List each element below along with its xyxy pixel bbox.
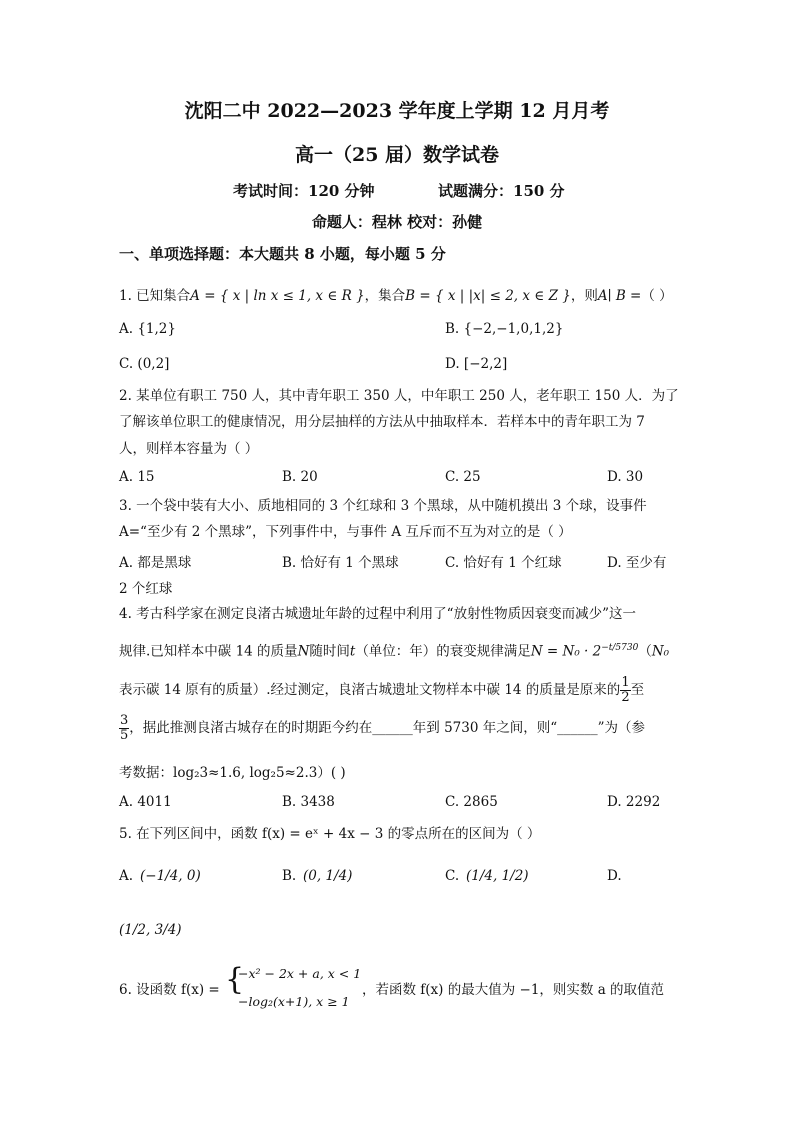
q1-option-c: C. (0,2] (119, 356, 170, 372)
q1-option-b: B. {−2,−1,0,1,2} (445, 321, 564, 337)
q4-formula-exponent: −t/5730 (601, 643, 639, 653)
exam-time: 考试时间：120 分钟 (233, 182, 375, 200)
q4-frac2-num: 3 (120, 713, 129, 728)
q4-text-4: ，据此推测良渚古城存在的时期距今约在______年到 5730 年之间，则“______”为（参 (129, 720, 646, 736)
q4-var-t: t (349, 643, 356, 660)
q4-fraction-three-fifths (119, 714, 129, 743)
q2-option-d: D. 30 (607, 469, 644, 485)
q3-line-2: A=“至少有 2 个黑球”，下列事件中，与事件 A 互斥而不互为对立的是（ ） (119, 524, 572, 540)
q3-line-1: 3. 一个袋中装有大小、质地相同的 3 个红球和 3 个黑球，从中随机摸出 3 个球，设事件 (119, 498, 647, 514)
q6-stem-b: ，若函数 f(x) 的最大值为 −1，则实数 a 的取值范 (362, 982, 665, 998)
q4-text-3b: 至 (630, 682, 645, 698)
question-1-stem (119, 286, 673, 306)
q4-line-3 (119, 676, 644, 705)
q6-piecewise-brace: { (225, 962, 245, 997)
q4-frac2-den: 5 (120, 728, 129, 743)
q4-frac1-num: 1 (621, 675, 630, 690)
q4-option-c: C. 2865 (445, 794, 498, 810)
q1-text-a: 1. 已知集合 (119, 288, 191, 304)
q3-option-d: D. 至少有 (607, 555, 667, 571)
q5-option-a-label: A. (119, 868, 134, 884)
exam-subtitle: 高一（25 届）数学试卷 (294, 144, 500, 166)
q5-option-c-value: (1/4, 1/2) (466, 868, 529, 884)
q6-case-2: −log₂(x+1), x ≥ 1 (238, 994, 350, 1009)
q4-option-b: B. 3438 (282, 794, 335, 810)
q3-option-c: C. 恰好有 1 个红球 (445, 555, 562, 571)
q5-option-b-label: B. (282, 868, 297, 884)
q4-text-2c: （单位：年）的衰变规律满足 (355, 643, 531, 660)
q1-set-a: A = { x | ln x ≤ 1, x ∈ R } (190, 288, 365, 304)
q5-option-b-value: (0, 1/4) (303, 868, 353, 884)
q5-stem: 5. 在下列区间中，函数 f(x) = eˣ + 4x − 3 的零点所在的区间为（ ） (119, 826, 541, 842)
q5-option-c-label: C. (445, 868, 460, 884)
exam-title: 沈阳二中 2022—2023 学年度上学期 12 月月考 (184, 100, 610, 122)
q4-frac1-den: 2 (621, 690, 630, 705)
q1-text-c: ，则 (570, 288, 598, 304)
q1-option-a: A. {1,2} (119, 321, 176, 337)
q2-option-a: A. 15 (119, 469, 155, 485)
q2-option-c: C. 25 (445, 469, 481, 485)
section-heading: 一、单项选择题：本大题共 8 小题，每小题 5 分 (119, 245, 446, 263)
exam-authors: 命题人：程林 校对：孙健 (311, 213, 483, 231)
q5-option-a-value: (−1/4, 0) (140, 868, 201, 884)
q6-stem-a: 6. 设函数 f(x) = (119, 982, 220, 998)
q1-text-b: ，集合 (364, 288, 406, 304)
q2-line-1: 2. 某单位有职工 750 人，其中青年职工 350 人，中年职工 250 人，老年职工 150 人．为了 (119, 388, 679, 404)
exam-score: 试题满分：150 分 (438, 182, 565, 200)
q4-formula: N = N₀ · 2 (530, 643, 602, 660)
q3-option-b: B. 恰好有 1 个黑球 (282, 555, 399, 571)
q4-text-2d: （ (638, 643, 652, 660)
q4-var-n: N (297, 643, 310, 660)
q3-option-d-cont: 2 个红球 (119, 581, 173, 597)
q4-text-2b: 随时间 (309, 643, 350, 660)
q1-set-b: B = { x | |x| ≤ 2, x ∈ Z } (405, 288, 571, 304)
q4-text-2a: 规律.已知样本中碳 14 的质量 (119, 643, 298, 660)
q4-text-3a: 表示碳 14 原有的质量）.经过测定，良渚古城遗址文物样本中碳 14 的质量是原来的 (119, 682, 621, 698)
q1-ask: A∣ B = (597, 288, 642, 304)
q5-option-d-label: D. (607, 868, 622, 884)
q2-line-2: 了解该单位职工的健康情况，用分层抽样的方法从中抽取样本．若样本中的青年职工为 7 (119, 414, 645, 430)
q4-option-a: A. 4011 (119, 794, 172, 810)
q5-option-d-value: (1/2, 3/4) (119, 922, 182, 938)
q4-var-n0: N₀ (651, 643, 670, 660)
q4-fraction-half (620, 676, 630, 705)
q2-line-3: 人，则样本容量为（ ） (119, 441, 259, 457)
q4-line-1: 4. 考古科学家在测定良渚古城遗址年龄的过程中利用了“放射性物质因衰变而减少”这一 (119, 606, 636, 622)
q4-option-d: D. 2292 (607, 794, 661, 810)
q3-option-a: A. 都是黑球 (119, 555, 192, 571)
q1-paren: （ ） (641, 288, 673, 304)
q4-line-5: 考数据：log₂3≈1.6, log₂5≈2.3）( ) (119, 765, 346, 781)
q2-option-b: B. 20 (282, 469, 318, 485)
q4-line-4 (119, 714, 645, 743)
q6-case-1: −x² − 2x + a, x < 1 (238, 966, 362, 981)
q1-option-d: D. [−2,2] (445, 356, 508, 372)
q4-line-2 (119, 638, 669, 662)
